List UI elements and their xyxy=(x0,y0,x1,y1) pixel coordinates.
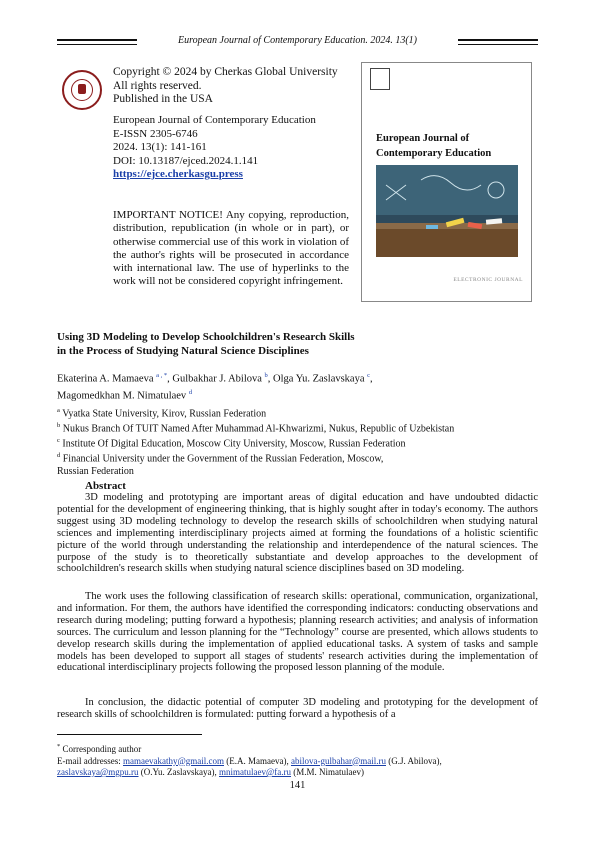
email-link[interactable]: abilova-gulbahar@mail.ru xyxy=(290,755,386,766)
cover-title: European Journal of Contemporary Education xyxy=(376,133,492,159)
footnote-rule xyxy=(57,734,202,735)
author-name: Ekaterina A. Mamaeva xyxy=(57,373,154,385)
copyright-block xyxy=(113,66,338,107)
abstract-paragraph-2: The work uses the following classification of research skills: operational, communication, organizational, and information. For them, the authors have identified the corresponding indicators: conducting observations and research during modeling; putting forward a hypothesis; planning research activities; and analysis of information sources. The curriculum and lesson planning for the “Technology” course are presented, which allows students to develop research skills during the implementation of applied educational tasks. A system of tasks and sample models has been developed to support all stages of students' research activities during the implementation of educational interdisciplinary projects following the proposed lesson planning of the module. xyxy=(57,591,538,674)
journal-doi: DOI: 10.13187/ejced.2024.1.141 xyxy=(113,154,259,167)
page-number: 141 xyxy=(289,780,306,791)
cover-logo-icon xyxy=(370,68,390,90)
author-list: Ekaterina A. Mamaeva $^{a , *}$, Gulbakhar J. Abilova $^b$, Olga Yu. Zaslavskaya $^c$, Magomedkhan M. Nimatulaev $^d$ xyxy=(57,372,373,402)
affiliation-item: $^b$ Nukus Branch Of TUIT Named After Muhammad Al-Khwarizmi, Nukus, Republic of Uzbekistan xyxy=(57,422,455,435)
cover-photo-chalkboard xyxy=(376,165,518,257)
author-sup: b xyxy=(264,372,268,379)
author-sup: c xyxy=(367,372,371,379)
email-link[interactable]: mamaevakathy@gmail.com xyxy=(122,755,224,766)
journal-name: European Journal of Contemporary Education xyxy=(113,114,316,126)
email-link[interactable]: mnimatulaev@fa.ru xyxy=(219,767,292,777)
abstract-paragraph-3: In conclusion, the didactic potential of computer 3D modeling and prototyping for the development of research skills of schoolchildren is formulated: putting forward a hypothesis of a xyxy=(57,697,538,720)
author-sup: a , * xyxy=(156,372,168,379)
journal-cover-image xyxy=(361,62,532,302)
email-link[interactable]: zaslavskaya@mgpu.ru xyxy=(57,767,139,777)
author-name: Gulbakhar J. Abilova xyxy=(172,373,262,385)
published-line: Published in the USA xyxy=(113,93,213,105)
affiliation-list xyxy=(57,405,454,477)
affiliation-item: $^c$ Institute Of Digital Education, Moscow City University, Moscow, Russian Federation xyxy=(57,437,406,450)
journal-info-block xyxy=(113,114,316,182)
cover-footer-text: ELECTRONIC JOURNAL xyxy=(453,277,523,283)
running-header: European Journal of Contemporary Education. 2024. 13(1) xyxy=(177,35,418,46)
author-name: Magomedkhan M. Nimatulaev xyxy=(57,390,187,402)
copyright-line: Copyright © 2024 by Cherkas Global University xyxy=(113,66,338,78)
abstract-heading: Abstract xyxy=(85,480,126,492)
journal-volume: 2024. 13(1): 141-161 xyxy=(113,141,207,153)
author-name: Olga Yu. Zaslavskaya xyxy=(273,373,365,385)
footnote: * Corresponding author E-mail addresses: mamaevakathy@gmail.com (E.A. Mamaeva), abilova-gulbahar@mail.ru (G.J. Abilova), zaslavskaya@mgpu.ru (O.Yu. Zaslavskaya), mnimatulaev@fa.ru (M.M. Nimatulaev) xyxy=(57,743,442,777)
affiliation-item: $^a$ Vyatka State University, Kirov, Russian Federation xyxy=(57,407,267,420)
corresponding-author-label: Corresponding author xyxy=(62,744,142,754)
abstract-paragraph-1: 3D modeling and prototyping are important areas of digital education and have undoubted didactic potential for the development of engineering thinking, that is highly sought after in today's economy. The authors suggest using 3D modeling technology to develop the research skills of schoolchildren when studying natural sciences and implementing interdisciplinary projects aimed at forming the foundations of a holistic scientific picture of the world through understanding the relationship and interdependence of the natural sciences. The purpose of the study is to theoretically substantiate and develop approaches to the development of schoolchildren's research skills when studying natural science disciplines based on 3D modeling. xyxy=(57,492,538,575)
journal-issn: E-ISSN 2305-6746 xyxy=(113,127,198,140)
copyright-notice: IMPORTANT NOTICE! Any copying, reproduction, distribution, republication (in whole or in part), or otherwise commercial use of this work in violation of the author's rights will be prosecuted in accordance with international law. The use of hyperlinks to the work will not be considered copyright infringement. xyxy=(113,209,349,288)
affiliation-item: $^d$ Financial University under the Government of the Russian Federation, Moscow, xyxy=(57,452,384,465)
university-seal-icon xyxy=(62,70,102,110)
article-title: Using 3D Modeling to Develop Schoolchildren's Research Skills in the Process of Studying Natural Science Disciplines xyxy=(57,331,355,357)
affiliation-item: Russian Federation xyxy=(57,465,134,477)
rights-line: All rights reserved. xyxy=(113,79,202,92)
author-sup: d xyxy=(188,389,193,396)
journal-url-link[interactable]: https://ejce.cherkasgu.press xyxy=(113,168,243,180)
